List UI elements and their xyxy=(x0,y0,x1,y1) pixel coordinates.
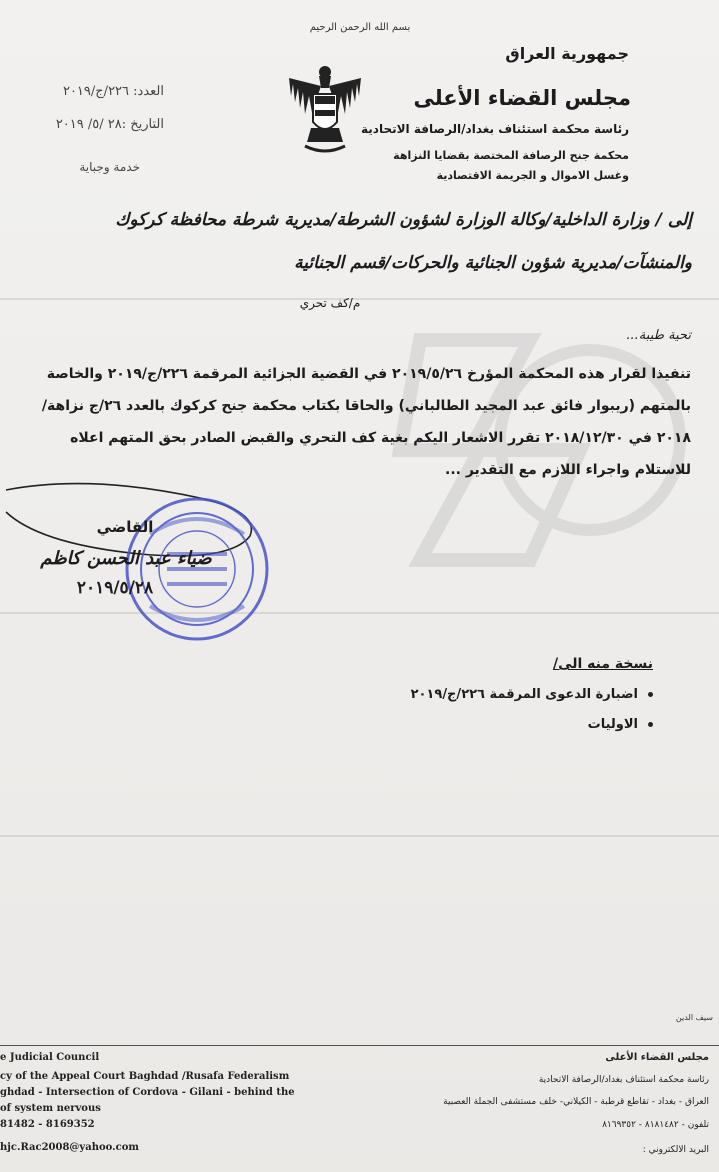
subject-reference: م/كف تحري xyxy=(299,296,361,310)
presidency-name: رئاسة محكمة استئناف بغداد/الرصافة الاتحادية xyxy=(361,122,629,136)
judge-title: القاضي xyxy=(96,518,154,536)
signature-date: ٢٠١٩/٥/٢٨ xyxy=(76,578,154,598)
list-item: اضبارة الدعوى المرقمة ٢٢٦/ج/٢٠١٩ xyxy=(411,687,653,702)
basmala: بسم الله الرحمن الرحيم xyxy=(309,22,411,33)
footer-ar-council: مجلس القضاء الأعلى xyxy=(605,1052,709,1063)
judge-name: ضياء عبد الحسن كاظم xyxy=(40,548,212,569)
footer-en-address: ghdad - Intersection of Cordova - Gilani - behind the xyxy=(0,1087,295,1098)
fold-line xyxy=(0,612,719,614)
footer-en-council: e Judicial Council xyxy=(0,1052,100,1063)
addressee-line1: إلى / وزارة الداخلية/وكالة الوزارة لشؤون الشرطة/مديرية شرطة محافظة كركوك xyxy=(115,210,692,230)
footer-ar-email: البريد الالكتروني : xyxy=(642,1145,709,1155)
greeting: تحية طيبة... xyxy=(626,328,691,343)
fold-line xyxy=(0,835,719,837)
council-name: مجلس القضاء الأعلى xyxy=(413,86,631,110)
service-note: خدمة وجباية xyxy=(79,160,140,174)
copies-heading: نسخة منه الى/ xyxy=(552,656,653,672)
footer-ar-presidency: رئاسة محكمة استئناف بغداد/الرصافة الاتحادية xyxy=(538,1075,709,1085)
footer-en-address-cont: of system nervous xyxy=(0,1103,101,1114)
signer-initials: سيف الدين xyxy=(675,1013,713,1022)
court-name-line2: وغسل الاموال و الجريمة الاقتصادية xyxy=(436,169,629,182)
court-name-line1: محكمة جنح الرصافة المختصة بقضايا النزاهة xyxy=(393,149,629,162)
bullet-icon xyxy=(648,722,653,727)
bullet-icon xyxy=(648,692,653,697)
footer-divider xyxy=(0,1045,719,1046)
body-paragraph: تنفيذا لقرار هذه المحكمة المؤرخ ٢٠١٩/٥/٢٦ في القضية الجزائية المرقمة ٢٢٦/ج/٢٠١٩ والخاصة بالمتهم (ريبوار فائق عبد المجيد الطالباني) والحاقا بكتاب محكمة جنح كركوك بالعدد ٢٦/ج نزاهة/٢٠١٨ في ٢٠١٨/١٢/٣٠ تقرر الاشعار اليكم بغية كف التحري والقبض الصادر بحق المتهم اعلاه للاستلام واجراء اللازم مع التقدير ... xyxy=(41,366,691,478)
addressee-line2: والمنشآت/مديرية شؤون الجنائية والحركات/قسم الجنائية xyxy=(294,253,692,273)
footer-ar-phone: تلفون - ٨١٨١٤٨٢ - ٨١٦٩٣٥٢ xyxy=(602,1120,709,1130)
footer-en-presidency: cy of the Appeal Court Baghdad /Rusafa Federalism xyxy=(0,1071,290,1082)
official-stamp xyxy=(122,494,272,644)
country-name: جمهورية العراق xyxy=(505,44,629,63)
footer-en-phone: 81482 - 8169352 xyxy=(0,1119,95,1130)
document-number: العدد: ٢٢٦/ج/٢٠١٩ xyxy=(62,84,164,99)
iraq-eagle-emblem xyxy=(285,58,365,168)
list-item: الاوليات xyxy=(588,717,653,732)
footer-en-email: hjc.Rac2008@yahoo.com xyxy=(0,1142,139,1153)
document-date: التاريخ :٢٨ /٥/ ٢٠١٩ xyxy=(55,117,164,132)
footer-ar-address: العراق - بغداد - تقاطع قرطبة - الكيلاني- خلف مستشفى الجملة العصبية xyxy=(443,1097,709,1107)
